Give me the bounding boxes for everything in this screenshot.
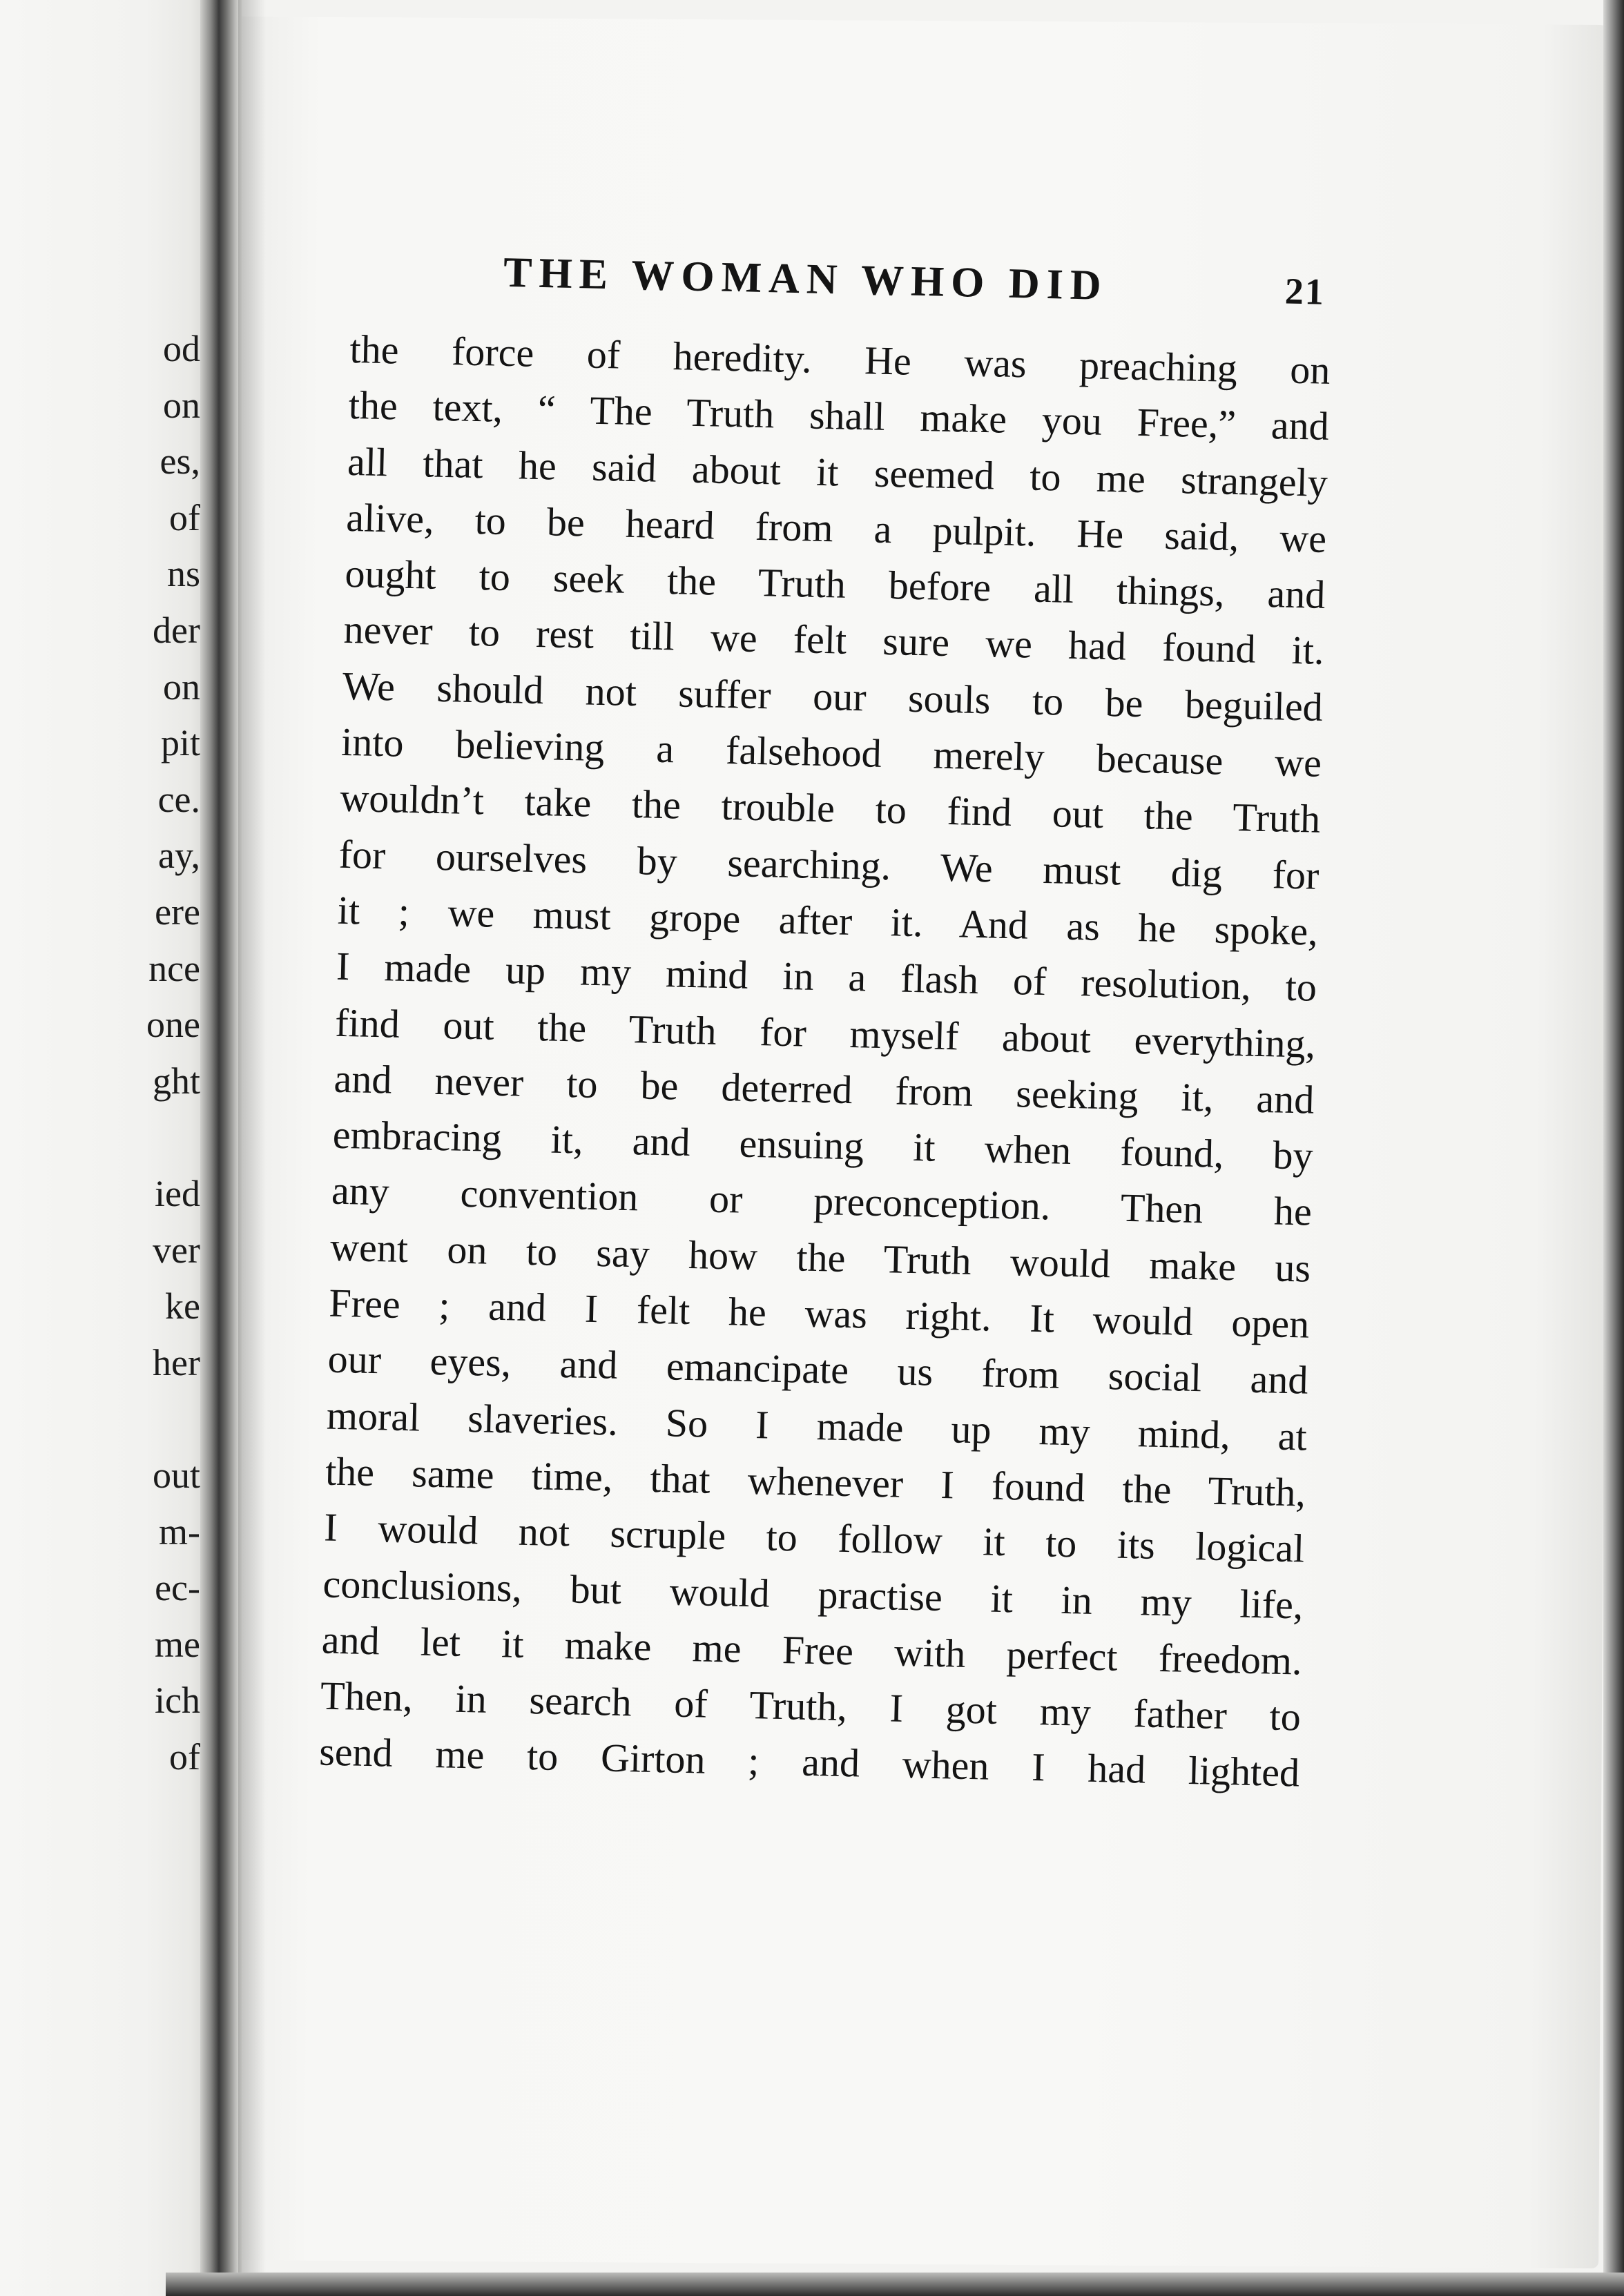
left-page-line-fragment: on: [163, 384, 200, 426]
body-text-line: for ourselves by searching. We must dig for: [338, 831, 1320, 898]
left-page-line-fragment: ns: [166, 553, 200, 595]
body-text-line: any convention or preconception. Then he: [331, 1168, 1313, 1235]
body-text-line: embracing it, and ensuing it when found, by: [332, 1111, 1314, 1178]
scanner-right-edge: [1603, 0, 1624, 2296]
left-page-line-fragment: ere: [155, 891, 200, 933]
body-text: [318, 321, 1331, 1801]
body-text-line: wouldn’t take the trouble to find out the Truth: [339, 775, 1321, 842]
left-page-line-fragment: her: [153, 1341, 200, 1383]
body-text-line: moral slaveries. So I made up my mind, at: [326, 1392, 1308, 1459]
left-page-line-fragment: ied: [155, 1173, 200, 1214]
body-text-line: never to rest till we felt sure we had found it.: [343, 607, 1325, 674]
body-text-line: conclusions, but would practise it in my life,: [322, 1561, 1304, 1628]
body-text-line: find out the Truth for myself about everything,: [334, 1000, 1316, 1067]
left-page-line-fragment: ce.: [157, 778, 200, 820]
left-page-line-fragment: one: [146, 1004, 200, 1046]
left-page-line-fragment: on: [163, 665, 200, 708]
left-page-line-fragment: ec-: [155, 1567, 200, 1609]
left-page-line-fragment: ght: [152, 1060, 200, 1102]
left-page-line-fragment: der: [153, 610, 200, 651]
page-text-block: [318, 245, 1332, 1801]
left-page-line-fragment: ke: [165, 1285, 200, 1327]
body-text-line: send me to Girton ; and when I had lighted: [318, 1729, 1300, 1796]
body-text-line: the force of heredity. He was preaching on: [349, 326, 1331, 393]
body-text-line: our eyes, and emancipate us from social and: [327, 1336, 1309, 1403]
left-page-line-fragment: od: [163, 328, 200, 369]
left-page-line-fragment: ay,: [158, 835, 200, 877]
body-text-line: I made up my mind in a flash of resolution, to: [336, 944, 1317, 1010]
left-page-line-fragment: es,: [160, 440, 200, 483]
body-text-line: into believing a falsehood merely because we: [340, 719, 1322, 786]
left-page-line-fragment: of: [169, 1736, 200, 1778]
left-page-line-fragment: nce: [148, 947, 200, 989]
body-text-line: it ; we must grope after it. And as he spoke,: [337, 887, 1319, 954]
body-text-line: ought to seek the Truth before all things, and: [344, 551, 1326, 618]
left-page-line-fragment: out: [152, 1455, 200, 1496]
body-text-line: Free ; and I felt he was right. It would open: [328, 1280, 1310, 1347]
body-text-line: and let it make me Free with perfect freedom.: [321, 1617, 1303, 1684]
page-number: 21: [1284, 270, 1326, 313]
scanner-bottom-edge: [166, 2273, 1624, 2296]
body-text-line: the text, “ The Truth shall make you Free,” and: [348, 382, 1330, 449]
body-text-line: the same time, that whenever I found the Truth,: [325, 1448, 1306, 1515]
book-binding-gutter: [200, 0, 242, 2296]
left-page-line-fragment: me: [155, 1623, 200, 1665]
left-page-line-fragment: m-: [159, 1510, 200, 1553]
left-page-line-fragment: ich: [155, 1680, 200, 1722]
body-text-line: all that he said about it seemed to me strangely: [347, 438, 1328, 505]
body-text-line: and never to be deterred from seeking it, and: [333, 1055, 1315, 1122]
left-page-line-fragment: ver: [153, 1229, 200, 1271]
left-facing-page: [0, 0, 207, 2296]
body-text-line: I would not scruple to follow it to its logical: [323, 1504, 1305, 1571]
body-text-line: went on to say how the Truth would make us: [329, 1224, 1311, 1291]
body-text-line: alive, to be heard from a pulpit. He said, we: [345, 494, 1327, 561]
body-text-line: Then, in search of Truth, I got my father to: [320, 1673, 1302, 1740]
gutter-shadow: [238, 0, 266, 2296]
left-page-line-fragment: of: [169, 496, 200, 538]
left-page-line-fragment: pit: [160, 722, 200, 764]
body-text-line: We should not suffer our souls to be beguiled: [342, 663, 1324, 730]
running-title: THE WOMAN WHO DID: [503, 249, 1109, 309]
